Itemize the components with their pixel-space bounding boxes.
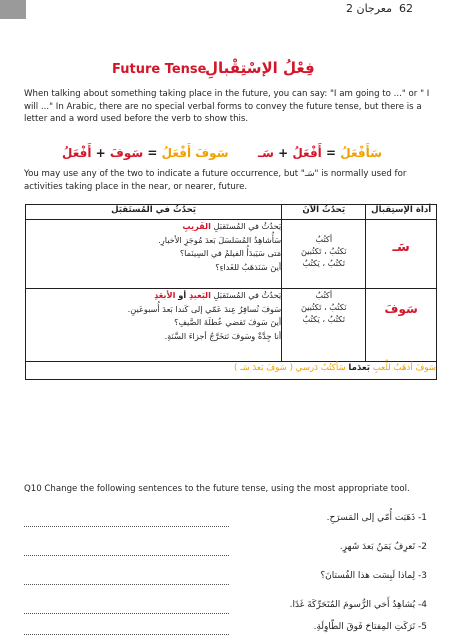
exercise-sentence-5: 5- تَرَكَتِ المِفتاحَ فَوقَ الطّاوِلَةِ.: [313, 622, 427, 632]
now-form-3: تَكتُبُ ، يَكتُبُ: [302, 258, 345, 269]
formula-sa: [258, 146, 382, 160]
future-near-heading: [26, 220, 281, 234]
usage-paragraph: You may use any of the two to indicate a future occurrence, but "سَـ" is normally used for activities taking place in the near, or nearer, future.: [24, 169, 407, 192]
future-tense-table: [25, 204, 437, 380]
future-far-example-2: أينَ سَوفَ تَقضي عُطلَةَ الصَّيفِ؟: [174, 317, 282, 328]
now-form-2: نَكتُبُ ، تَكتُبينَ: [300, 246, 347, 257]
now-form-4: أكتُبُ: [315, 290, 333, 300]
answer-line-4[interactable]: [24, 613, 229, 614]
footer-part-1: سَوفَ أذهَبُ للِّعبِ: [370, 363, 436, 373]
formula-sawfa-particle: سَوفَ: [109, 146, 144, 160]
formula-sa-particle: سَـ: [258, 146, 274, 160]
formula-sa-plus: +: [278, 146, 289, 160]
answer-line-2[interactable]: [24, 555, 229, 556]
page-header: [346, 2, 413, 15]
title-english: Future Tense: [112, 62, 207, 77]
future-far-heading-highlight-1: البَعيدِ: [189, 290, 211, 300]
header-future: يَحدُثُ في المُستَقبَل: [26, 205, 282, 220]
tool-sa: سَـ: [366, 220, 437, 289]
table-footer-example: [26, 362, 437, 380]
table-row-sa: [26, 220, 437, 289]
future-near-heading-highlight: القَريبِ: [182, 221, 211, 231]
future-examples-near: [26, 220, 282, 289]
page-number: 62: [399, 2, 413, 15]
answer-line-5[interactable]: [24, 634, 229, 635]
formula-sawfa-verb: أَفْعَلُ: [62, 146, 92, 160]
footer-part-2: بَعدَما: [348, 363, 371, 373]
header-now: يَحدُثُ الآنَ: [282, 205, 366, 220]
now-forms-sawfa: [282, 289, 366, 362]
exercise-sentence-4: 4- يُشاهِدُ أَخي الرُّسومَ المُتَحَرِّكَةَ غَدًا.: [289, 600, 427, 610]
formula-sa-eq: =: [326, 146, 337, 160]
tool-sawfa: سَوفَ: [366, 289, 437, 362]
table-header-row: [26, 205, 437, 220]
future-near-example-1: سَأُشاهِدُ المُسَلسَلَ بَعدَ مُوجَزِ الأخبارِ.: [158, 234, 282, 245]
formula-sawfa-plus: +: [95, 146, 106, 160]
formula-sawfa: [62, 146, 229, 160]
future-far-example-1: سَوفَ نُسافِرُ عِندَ عَمّي إلى كَندا بَعدَ أُسبوعَينِ.: [127, 303, 282, 314]
future-near-example-3: أينَ سَنَذهَبُ للغَداءِ؟: [215, 261, 282, 272]
now-form-5: نَكتُبُ ، تَكتُبينَ: [300, 302, 347, 313]
future-far-heading-or: أو: [175, 290, 190, 300]
intro-paragraph: When talking about something taking place in the future, you can say: "I am going to ..." or " I will ..." In Arabic, there are no special verbal forms to convey the future tense, but there is a letter and a word used before the verb to show this.: [24, 89, 430, 124]
future-far-heading: [26, 289, 281, 303]
formula-sawfa-result: سَوفَ أَفْعَلُ: [161, 146, 229, 160]
title-arabic: فِعْلُ الإسْتِقْبالِ: [205, 59, 315, 77]
future-examples-far: [26, 289, 282, 362]
exercise-sentence-1: 1- ذَهَبَت أُمّي إلى المَسرَحِ.: [326, 513, 427, 523]
now-form-6: تَكتُبُ ، يَكتُبُ: [302, 314, 345, 325]
formula-sa-verb: أَفْعَلُ: [292, 146, 322, 160]
future-far-heading-highlight-2: الأبعَدِ: [154, 290, 176, 300]
answer-line-1[interactable]: [24, 526, 229, 527]
future-far-example-3: أنا جِدَّةٌ وسَوفَ نَتخَرَّجُ أجزاءَ السَّنَةِ.: [164, 330, 282, 341]
future-near-heading-text: يَحدُثُ في المُستَقبَلِ: [210, 221, 282, 231]
page-corner-tab: [0, 0, 26, 19]
exercise-instruction: Q10 Change the following sentences to the future tense, using the most appropriate tool.: [24, 484, 410, 494]
header-tool: أداة الإستِقبال: [366, 205, 437, 220]
now-form-1: أكتُبُ: [315, 234, 333, 244]
table-footer-row: [26, 362, 437, 380]
exercise-sentence-2: 2- تَعرِفُ يَمَنُ بَعدَ شَهرٍ.: [339, 542, 427, 552]
page-header-text: معرجان 2: [346, 2, 392, 15]
formula-sa-result: سَأَفْعَلُ: [340, 146, 382, 160]
formula-sawfa-eq: =: [147, 146, 158, 160]
table-row-sawfa: [26, 289, 437, 362]
answer-line-3[interactable]: [24, 584, 229, 585]
now-forms-sa: [282, 220, 366, 289]
exercise-sentence-3: 3- لِماذا لَبِسَت هذا الفُستانَ؟: [320, 571, 427, 581]
future-far-heading-text: يَحدُثُ في المُستَقبَلِ: [210, 290, 282, 300]
future-near-example-2: مَتى سَيَبدَأُ الفيلمُ في السِينَما؟: [179, 248, 282, 259]
footer-part-3: سَأكتُبُ دَرسي ( سَوفَ بَعدَ سَـ ): [233, 363, 349, 373]
